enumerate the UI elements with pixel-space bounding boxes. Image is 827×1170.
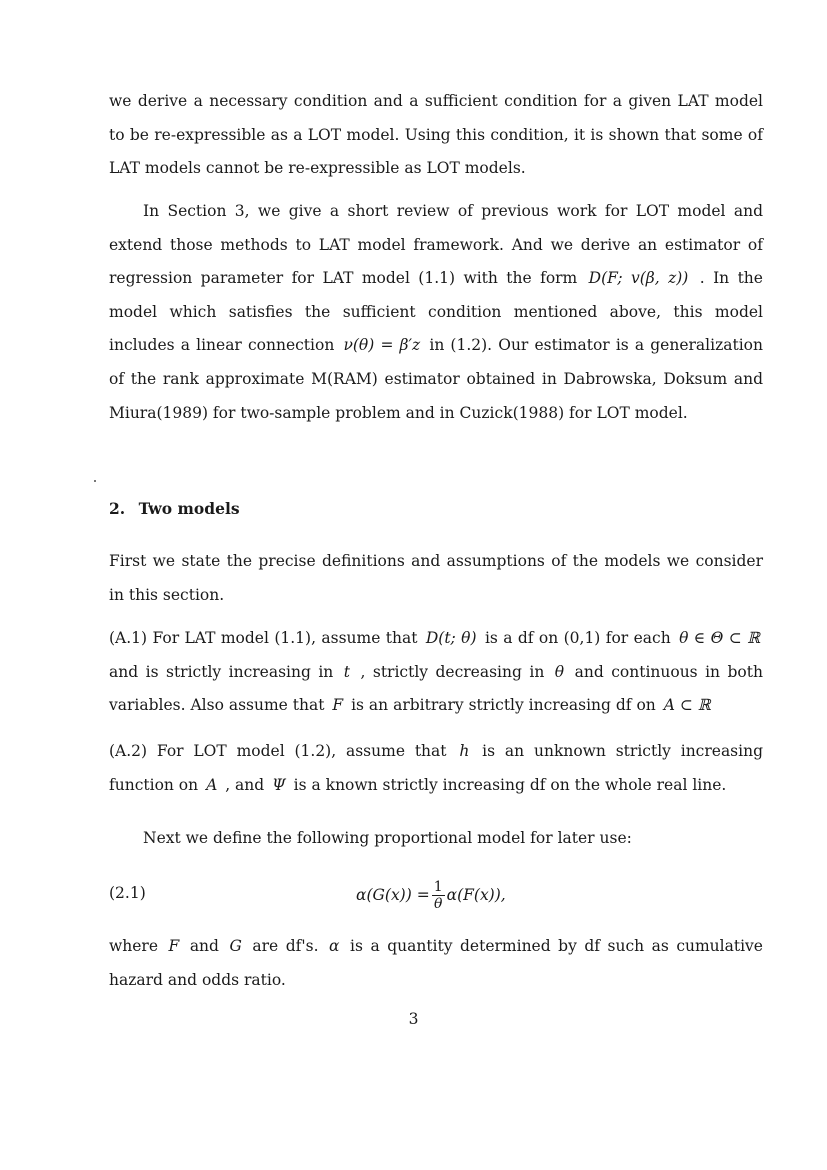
paragraph-text: (A.2) For LOT model (1.2), assume that (109, 742, 447, 760)
assumption-a1 (109, 622, 763, 723)
assumption-a2 (109, 735, 763, 802)
paragraph-equation-explanation (109, 930, 763, 997)
fraction-numerator: 1 (433, 878, 443, 895)
math-expression: D(F; v(β, z)) (588, 269, 689, 288)
paragraph-definitions-intro (109, 545, 763, 612)
equation-fraction (432, 879, 445, 912)
paragraph-text: Next we define the following proportional model for later use: (143, 829, 632, 847)
paragraph-text: , strictly decreasing in (360, 662, 545, 681)
paragraph-text: is a df on (0,1) for each (484, 629, 671, 647)
paragraph-intro-continuation (109, 85, 763, 186)
paragraph-text: is a quantity determined by df such as cumulative hazard and odds ratio. (109, 937, 763, 989)
paragraph-text: (A.1) For LAT model (1.1), assume that (109, 629, 418, 647)
paragraph-text: and (189, 937, 219, 955)
paragraph-text: and continuous in both variables. Also assume that (109, 662, 763, 715)
equation-2-1 (109, 870, 763, 920)
paragraph-proportional-model-intro (109, 822, 763, 856)
math-expression: Ψ (272, 775, 286, 794)
paragraph-text: In Section 3, we give a short review of previous work for LOT model and extend those methods to LAT model framework. And we derive an estimator of regression parameter for LAT model (1.1) with the form (109, 202, 763, 288)
equation-lhs: α(G(x)) = (356, 886, 430, 904)
equation-rhs: α(F(x)), (446, 886, 506, 904)
paragraph-text: where (109, 937, 159, 955)
math-expression: α (329, 937, 340, 955)
section-heading (109, 499, 240, 518)
math-expression: F (332, 696, 344, 715)
math-expression: G (229, 937, 242, 955)
paragraph-text: First we state the precise definitions and assumptions of the models we consider in this section. (109, 552, 763, 604)
math-expression: A (206, 775, 218, 794)
paragraph-text: , and (225, 775, 265, 794)
paragraph-text: are df's. (252, 937, 319, 955)
paragraph-text: is a known strictly increasing df on the whole real line. (293, 775, 727, 794)
section-number: 2. (109, 499, 126, 518)
paragraph-text: is an arbitrary strictly increasing df on (351, 696, 656, 715)
math-expression: D(t; θ) (425, 629, 477, 647)
page-number: 3 (408, 1010, 419, 1028)
math-expression: F (168, 937, 180, 955)
math-expression: A ⊂ ℝ (663, 696, 711, 715)
math-expression: h (459, 742, 470, 760)
math-expression: θ (554, 662, 565, 681)
section-title: Two models (138, 499, 240, 518)
paragraph-text: and is strictly increasing in (109, 662, 334, 681)
paragraph-text: we derive a necessary condition and a sufficient condition for a given LAT model to be re-expressible as a LOT model. Using this condition, it is shown that some of LAT models cannot be re-expressible as LOT models. (109, 92, 763, 178)
math-expression: θ ∈ Θ ⊂ ℝ (679, 629, 760, 647)
paragraph-text: is an unknown strictly increasing function on (109, 742, 763, 794)
math-expression: ν(θ) = β′z (343, 336, 421, 355)
equation-body (356, 870, 506, 920)
paragraph-text: . In the model which satisfies the sufficient condition mentioned above, this model includes a linear connection (109, 269, 763, 355)
fraction-denominator: θ (433, 895, 443, 912)
paragraph-text: in (1.2). Our estimator is a generalization of the rank approximate M(RAM) estimator obtained in Dabrowska, Doksum and Miura(1989) for two-sample problem and in Cuzick(1988) for LOT model. (109, 336, 763, 422)
stray-mark (94, 480, 96, 482)
paragraph-section3-overview (109, 195, 763, 430)
math-expression: t (343, 662, 350, 681)
equation-label: (2.1) (109, 884, 146, 902)
